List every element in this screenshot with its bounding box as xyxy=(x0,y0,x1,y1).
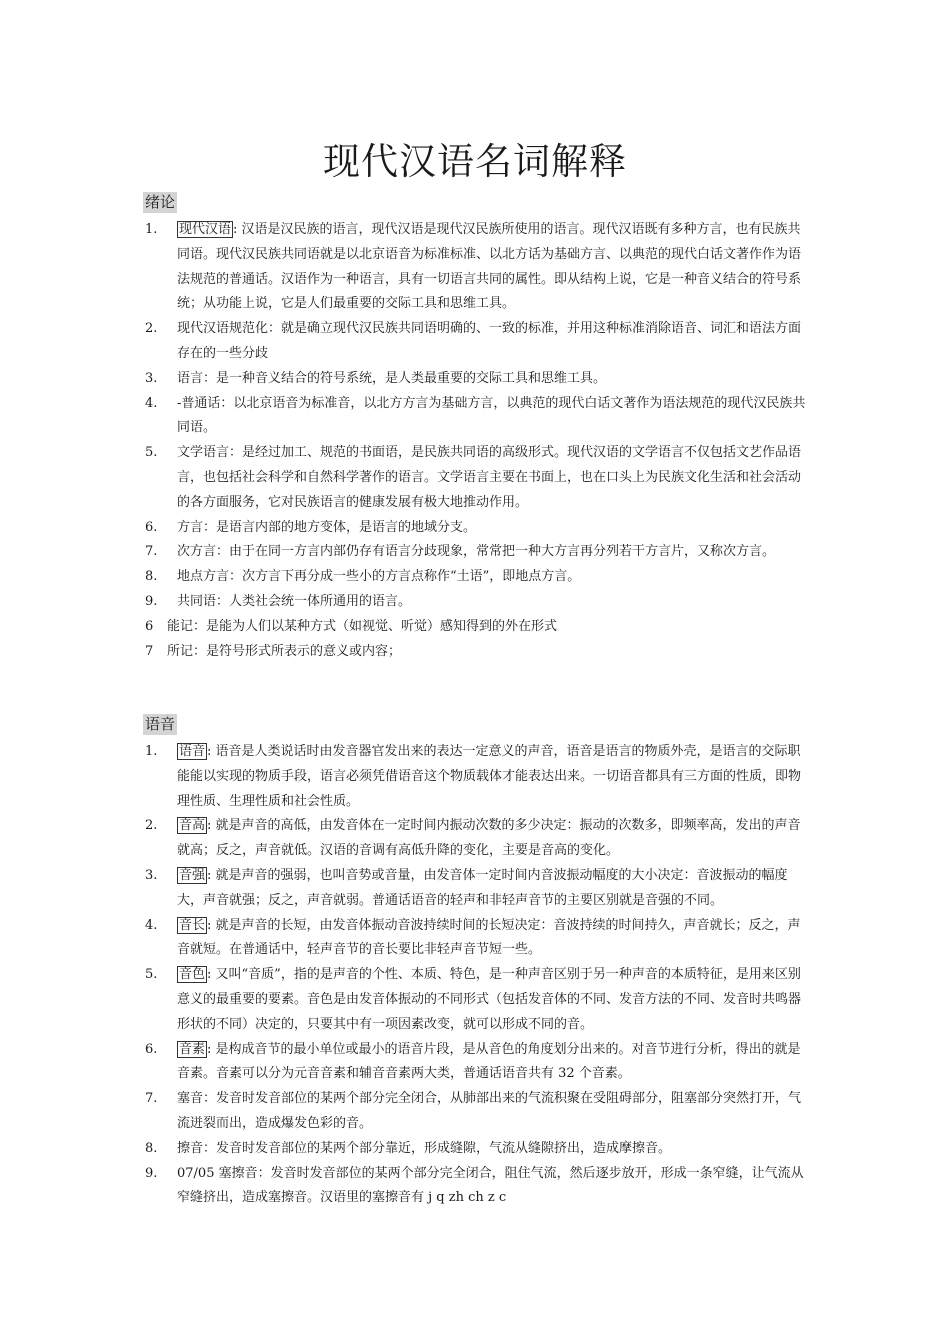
list-item xyxy=(145,1162,810,1212)
item-text: 塞音：发音时发音部位的某两个部分完全闭合，从肺部出来的气流积聚在受阻碍部分，阻塞部分突然打开，气流迸裂而出，造成爆发色彩的音。 xyxy=(177,1091,802,1131)
item-text: : 是构成音节的最小单位或最小的语音片段，是从音色的角度划分出来的。对音节进行分析，得出的就是音素。音素可以分为元音音素和辅音音素两大类，普通话语音共有 32 个音素。 xyxy=(177,1041,801,1082)
item-number: 9. xyxy=(145,1165,158,1181)
list-item xyxy=(145,640,810,665)
section-list-phonetics xyxy=(145,740,810,1211)
list-item xyxy=(145,814,810,864)
item-term: 现代汉语 xyxy=(179,222,232,237)
section-heading-phonetics: 语音 xyxy=(145,715,176,733)
item-text: 能记：是能为人们以某种方式（如视觉、听觉）感知得到的外在形式 xyxy=(167,618,558,634)
list-item xyxy=(145,1038,810,1088)
item-number: 4. xyxy=(145,917,158,933)
list-item xyxy=(145,590,810,615)
item-text: 地点方言：次方言下再分成一些小的方言点称作“土语”，即地点方言。 xyxy=(177,569,581,585)
list-item xyxy=(145,963,810,1037)
item-term: 音色 xyxy=(179,967,206,983)
item-number: 6. xyxy=(145,1041,158,1057)
item-text: : 汉语是汉民族的语言，现代汉语是现代汉民族所使用的语言。现代汉语既有多种方言，也有民族共同语。现代汉民族共同语就是以北京语音为标准标准、以北方话为基础方言、以典范的现代白话文著作作为语法规范的普通话。汉语作为一种语言，具有一切语言共同的属性。即从结构上说，它是一种音义结合的符号系统；从功能上说，它是人们最重要的交际工具和思维工具。 xyxy=(177,222,802,312)
item-text: 文学语言：是经过加工、规范的书面语，是民族共同语的高级形式。现代汉语的文学语言不仅包括文艺作品语言，也包括社会科学和自然科学著作的语言。文学语言主要在书面上，也在口头上为民族文化生活和社会活动的各方面服务，它对民族语言的健康发展有极大地推动作用。 xyxy=(177,445,802,510)
list-item xyxy=(145,740,810,814)
item-text: 擦音：发音时发音部位的某两个部分靠近，形成缝隙，气流从缝隙挤出，造成摩擦音。 xyxy=(177,1140,672,1156)
item-text: 现代汉语规范化：就是确立现代汉民族共同语明确的、一致的标准，并用这种标准消除语音、词汇和语法方面存在的一些分歧 xyxy=(177,321,802,361)
item-text: : 就是声音的高低，由发音体在一定时间内振动次数的多少决定：振动的次数多，即频率高，发出的声音就高；反之，声音就低。汉语的音调有高低升降的变化，主要是音高的变化。 xyxy=(177,818,801,859)
list-item xyxy=(145,218,810,317)
section-heading-intro: 绪论 xyxy=(145,193,176,211)
item-text: 07/05 塞擦音：发音时发音部位的某两个部分完全闭合，阻住气流，然后逐步放开，形成一条窄缝，让气流从窄缝挤出，造成塞擦音。汉语里的塞擦音有 j q zh ch z c xyxy=(177,1165,804,1206)
item-number: 5. xyxy=(145,967,158,983)
item-term: 音强 xyxy=(179,867,206,883)
item-text: -普通话：以北京语音为标准音，以北方方言为基础方言，以典范的现代白话文著作为语法规范的现代汉民族共同语。 xyxy=(177,395,806,436)
item-term: 音长 xyxy=(179,917,206,933)
item-term: 音素 xyxy=(179,1041,206,1057)
item-number: 3. xyxy=(145,370,158,386)
list-item xyxy=(145,516,810,541)
item-number: 2. xyxy=(145,321,158,337)
item-number: 6 xyxy=(145,618,154,634)
item-number: 9. xyxy=(145,593,158,609)
item-number: 5. xyxy=(145,445,158,461)
item-term: 语音 xyxy=(179,744,206,759)
item-text: 语言：是一种音义结合的符号系统，是人类最重要的交际工具和思维工具。 xyxy=(177,370,607,386)
list-item xyxy=(145,1137,810,1162)
item-text: 次方言：由于在同一方言内部仍存有语言分歧现象，常常把一种大方言再分列若干方言片，又称次方言。 xyxy=(177,544,776,560)
item-text: : 又叫“音质”，指的是声音的个性、本质、特色，是一种声音区别于另一种声音的本质特征，是用来区别意义的最重要的要素。音色是由发音体振动的不同形式（包括发音体的不同、发音方法的不同、发音时共鸣器形状的不同）决定的，只要其中有一项因素改变，就可以形成不同的音。 xyxy=(177,967,802,1032)
list-item xyxy=(145,540,810,565)
list-item xyxy=(145,615,810,640)
item-number: 3. xyxy=(145,867,158,883)
list-item xyxy=(145,1087,810,1137)
item-text: 所记：是符号形式所表示的意义或内容； xyxy=(167,643,402,659)
list-item xyxy=(145,441,810,515)
item-number: 1. xyxy=(145,744,158,759)
section-list-intro xyxy=(145,218,810,664)
item-number: 4. xyxy=(145,395,158,411)
item-number: 1. xyxy=(145,222,158,237)
item-text: : 就是声音的长短，由发音体振动音波持续时间的长短决定：音波持续的时间持久，声音就长；反之，声音就短。在普通话中，轻声音节的音长要比非轻声音节短一些。 xyxy=(177,917,801,958)
item-number: 8. xyxy=(145,1140,158,1156)
item-number: 8. xyxy=(145,569,158,585)
item-number: 2. xyxy=(145,818,158,834)
list-item xyxy=(145,367,810,392)
item-number: 6. xyxy=(145,519,158,535)
item-number: 7. xyxy=(145,544,158,560)
item-text: 方言：是语言内部的地方变体，是语言的地域分支。 xyxy=(177,519,477,535)
list-item xyxy=(145,392,810,442)
list-item xyxy=(145,914,810,964)
item-text: : 就是声音的强弱，也叫音势或音量，由发音体一定时间内音波振动幅度的大小决定：音波振动的幅度大，声音就强；反之，声音就弱。普通话语音的轻声和非轻声音节的主要区别就是音强的不同。 xyxy=(177,867,788,908)
item-text: 共同语：人类社会统一体所通用的语言。 xyxy=(177,593,412,609)
list-item xyxy=(145,864,810,914)
item-number: 7 xyxy=(145,643,154,659)
item-text: : 语音是人类说话时由发音器官发出来的表达一定意义的声音，语音是语言的物质外壳，是语言的交际职能能以实现的物质手段，语言必须凭借语音这个物质载体才能表达出来。一切语音都具有三方面的性质，即物理性质、生理性质和社会性质。 xyxy=(177,744,802,809)
list-item xyxy=(145,317,810,367)
item-term: 音高 xyxy=(179,818,206,834)
item-number: 7. xyxy=(145,1091,158,1107)
document-title: 现代汉语名词解释 xyxy=(323,139,627,183)
list-item xyxy=(145,565,810,590)
